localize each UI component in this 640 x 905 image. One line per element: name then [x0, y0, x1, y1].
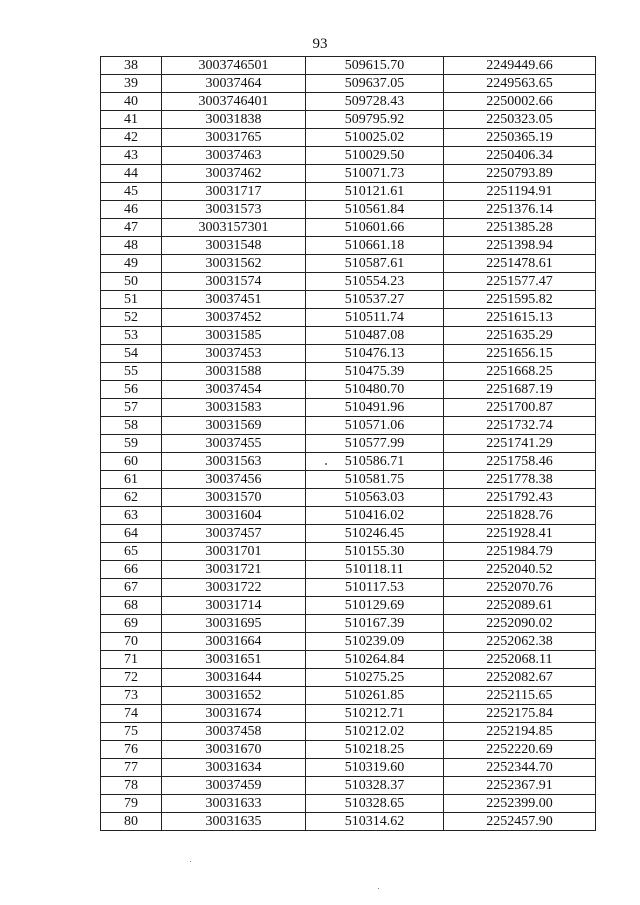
x-coordinate-cell: 510118.11 [306, 561, 444, 579]
y-coordinate-cell: 2252367.91 [444, 777, 596, 795]
point-id-cell: 30031570 [162, 489, 306, 507]
row-number-cell: 72 [101, 669, 162, 687]
x-coordinate-cell: 510218.25 [306, 741, 444, 759]
x-coordinate-cell: 510314.62 [306, 813, 444, 831]
y-coordinate-cell: 2251732.74 [444, 417, 596, 435]
point-id-cell: 30031574 [162, 273, 306, 291]
x-coordinate-cell: 510025.02 [306, 129, 444, 147]
row-number-cell: 54 [101, 345, 162, 363]
point-id-cell: 30037458 [162, 723, 306, 741]
row-number-cell: 56 [101, 381, 162, 399]
x-coordinate-cell: 510601.66 [306, 219, 444, 237]
stray-mark [190, 861, 191, 862]
row-number-cell: 71 [101, 651, 162, 669]
table-row [101, 651, 596, 669]
point-id-cell: 30037457 [162, 525, 306, 543]
point-id-cell: 30037455 [162, 435, 306, 453]
point-id-cell: 30031644 [162, 669, 306, 687]
point-id-cell: 30031670 [162, 741, 306, 759]
y-coordinate-cell: 2252175.84 [444, 705, 596, 723]
point-id-cell: 30031633 [162, 795, 306, 813]
x-coordinate-cell: 510167.39 [306, 615, 444, 633]
y-coordinate-cell: 2251741.29 [444, 435, 596, 453]
y-coordinate-cell: 2251376.14 [444, 201, 596, 219]
x-coordinate-cell: 509637.05 [306, 75, 444, 93]
row-number-cell: 73 [101, 687, 162, 705]
point-id-cell: 30031548 [162, 237, 306, 255]
x-coordinate-cell: 510239.09 [306, 633, 444, 651]
table-row [101, 75, 596, 93]
point-id-cell: 30031635 [162, 813, 306, 831]
row-number-cell: 66 [101, 561, 162, 579]
row-number-cell: 68 [101, 597, 162, 615]
row-number-cell: 50 [101, 273, 162, 291]
x-coordinate-cell: 509728.43 [306, 93, 444, 111]
table-row [101, 705, 596, 723]
row-number-cell: 41 [101, 111, 162, 129]
y-coordinate-cell: 2251385.28 [444, 219, 596, 237]
point-id-cell: 30031722 [162, 579, 306, 597]
point-id-cell: 3003746401 [162, 93, 306, 111]
x-coordinate-cell: 510275.25 [306, 669, 444, 687]
row-number-cell: 80 [101, 813, 162, 831]
row-number-cell: 40 [101, 93, 162, 111]
row-number-cell: 53 [101, 327, 162, 345]
point-id-cell: 30037462 [162, 165, 306, 183]
x-coordinate-cell: 510129.69 [306, 597, 444, 615]
row-number-cell: 63 [101, 507, 162, 525]
table-row [101, 687, 596, 705]
x-coordinate-cell: 510661.18 [306, 237, 444, 255]
y-coordinate-cell: 2251792.43 [444, 489, 596, 507]
x-coordinate-cell: 510487.08 [306, 327, 444, 345]
x-coordinate-cell: 510328.37 [306, 777, 444, 795]
y-coordinate-cell: 2252457.90 [444, 813, 596, 831]
row-number-cell: 45 [101, 183, 162, 201]
point-id-cell: 30031573 [162, 201, 306, 219]
point-id-cell: 30031714 [162, 597, 306, 615]
row-number-cell: 59 [101, 435, 162, 453]
x-coordinate-cell: 510491.96 [306, 399, 444, 417]
x-coordinate-cell: 510212.02 [306, 723, 444, 741]
y-coordinate-cell: 2251398.94 [444, 237, 596, 255]
x-coordinate-cell: 510577.99 [306, 435, 444, 453]
table-row [101, 543, 596, 561]
table-row [101, 201, 596, 219]
y-coordinate-cell: 2251595.82 [444, 291, 596, 309]
row-number-cell: 58 [101, 417, 162, 435]
point-id-cell: 30031717 [162, 183, 306, 201]
table-row [101, 417, 596, 435]
point-id-cell: 30031634 [162, 759, 306, 777]
row-number-cell: 49 [101, 255, 162, 273]
y-coordinate-cell: 2249449.66 [444, 57, 596, 75]
x-coordinate-cell: 510511.74 [306, 309, 444, 327]
y-coordinate-cell: 2252115.65 [444, 687, 596, 705]
y-coordinate-cell: 2251928.41 [444, 525, 596, 543]
row-number-cell: 62 [101, 489, 162, 507]
point-id-cell: 30031765 [162, 129, 306, 147]
point-id-cell: 30031695 [162, 615, 306, 633]
x-coordinate-cell: 510246.45 [306, 525, 444, 543]
x-coordinate-cell: 510416.02 [306, 507, 444, 525]
table-row [101, 759, 596, 777]
row-number-cell: 60 [101, 453, 162, 471]
point-id-cell: 30037454 [162, 381, 306, 399]
row-number-cell: 61 [101, 471, 162, 489]
point-id-cell: 30031701 [162, 543, 306, 561]
row-number-cell: 43 [101, 147, 162, 165]
y-coordinate-cell: 2251668.25 [444, 363, 596, 381]
x-coordinate-cell: 509615.70 [306, 57, 444, 75]
point-id-cell: 30031583 [162, 399, 306, 417]
table-row [101, 363, 596, 381]
y-coordinate-cell: 2251194.91 [444, 183, 596, 201]
row-number-cell: 51 [101, 291, 162, 309]
point-id-cell: 30031588 [162, 363, 306, 381]
y-coordinate-cell: 2252070.76 [444, 579, 596, 597]
table-row [101, 129, 596, 147]
table-row [101, 219, 596, 237]
table-row [101, 273, 596, 291]
table-row [101, 111, 596, 129]
x-coordinate-cell: 510475.39 [306, 363, 444, 381]
x-coordinate-cell: 510571.06 [306, 417, 444, 435]
y-coordinate-cell: 2251687.19 [444, 381, 596, 399]
y-coordinate-cell: 2251828.76 [444, 507, 596, 525]
table-row [101, 345, 596, 363]
row-number-cell: 75 [101, 723, 162, 741]
x-coordinate-cell: 510261.85 [306, 687, 444, 705]
table-row [101, 777, 596, 795]
x-coordinate-cell: 510029.50 [306, 147, 444, 165]
x-coordinate-cell: 510480.70 [306, 381, 444, 399]
table-row [101, 309, 596, 327]
y-coordinate-cell: 2251656.15 [444, 345, 596, 363]
row-number-cell: 47 [101, 219, 162, 237]
y-coordinate-cell: 2252194.85 [444, 723, 596, 741]
table-row [101, 669, 596, 687]
y-coordinate-cell: 2252220.69 [444, 741, 596, 759]
x-coordinate-cell: 510071.73 [306, 165, 444, 183]
table-row [101, 615, 596, 633]
y-coordinate-cell: 2252089.61 [444, 597, 596, 615]
point-id-cell: 30037451 [162, 291, 306, 309]
y-coordinate-cell: 2250002.66 [444, 93, 596, 111]
point-id-cell: 30031674 [162, 705, 306, 723]
table-row [101, 741, 596, 759]
point-id-cell: 30031604 [162, 507, 306, 525]
stray-mark [325, 463, 327, 465]
y-coordinate-cell: 2252040.52 [444, 561, 596, 579]
point-id-cell: 30031569 [162, 417, 306, 435]
y-coordinate-cell: 2252344.70 [444, 759, 596, 777]
table-row [101, 813, 596, 831]
x-coordinate-cell: 510155.30 [306, 543, 444, 561]
y-coordinate-cell: 2250323.05 [444, 111, 596, 129]
y-coordinate-cell: 2251615.13 [444, 309, 596, 327]
point-id-cell: 30037463 [162, 147, 306, 165]
point-id-cell: 30031721 [162, 561, 306, 579]
table-row [101, 525, 596, 543]
point-id-cell: 30037452 [162, 309, 306, 327]
point-id-cell: 30031563 [162, 453, 306, 471]
x-coordinate-cell: 510586.71 [306, 453, 444, 471]
x-coordinate-cell: 510476.13 [306, 345, 444, 363]
table-row [101, 399, 596, 417]
y-coordinate-cell: 2252090.02 [444, 615, 596, 633]
point-id-cell: 30031651 [162, 651, 306, 669]
point-id-cell: 30031562 [162, 255, 306, 273]
point-id-cell: 30031664 [162, 633, 306, 651]
table-row [101, 183, 596, 201]
y-coordinate-cell: 2250406.34 [444, 147, 596, 165]
row-number-cell: 38 [101, 57, 162, 75]
table-row [101, 327, 596, 345]
table-row [101, 795, 596, 813]
row-number-cell: 42 [101, 129, 162, 147]
point-id-cell: 30031838 [162, 111, 306, 129]
table-row [101, 579, 596, 597]
y-coordinate-cell: 2251778.38 [444, 471, 596, 489]
y-coordinate-cell: 2252062.38 [444, 633, 596, 651]
row-number-cell: 64 [101, 525, 162, 543]
y-coordinate-cell: 2252068.11 [444, 651, 596, 669]
row-number-cell: 55 [101, 363, 162, 381]
point-id-cell: 30031652 [162, 687, 306, 705]
point-id-cell: 30037453 [162, 345, 306, 363]
y-coordinate-cell: 2251700.87 [444, 399, 596, 417]
table-row [101, 507, 596, 525]
point-id-cell: 3003746501 [162, 57, 306, 75]
page-number: 93 [312, 36, 328, 52]
row-number-cell: 44 [101, 165, 162, 183]
table-row [101, 291, 596, 309]
row-number-cell: 78 [101, 777, 162, 795]
stray-mark [378, 888, 379, 889]
x-coordinate-cell: 510563.03 [306, 489, 444, 507]
y-coordinate-cell: 2251635.29 [444, 327, 596, 345]
point-id-cell: 30037459 [162, 777, 306, 795]
x-coordinate-cell: 510537.27 [306, 291, 444, 309]
x-coordinate-cell: 510121.61 [306, 183, 444, 201]
x-coordinate-cell: 510581.75 [306, 471, 444, 489]
row-number-cell: 74 [101, 705, 162, 723]
x-coordinate-cell: 510561.84 [306, 201, 444, 219]
y-coordinate-cell: 2251478.61 [444, 255, 596, 273]
x-coordinate-cell: 510328.65 [306, 795, 444, 813]
point-id-cell: 30037464 [162, 75, 306, 93]
x-coordinate-cell: 509795.92 [306, 111, 444, 129]
row-number-cell: 70 [101, 633, 162, 651]
table-row [101, 471, 596, 489]
y-coordinate-cell: 2251577.47 [444, 273, 596, 291]
table-row [101, 435, 596, 453]
y-coordinate-cell: 2251758.46 [444, 453, 596, 471]
row-number-cell: 79 [101, 795, 162, 813]
table-row [101, 633, 596, 651]
y-coordinate-cell: 2252399.00 [444, 795, 596, 813]
point-id-cell: 30037456 [162, 471, 306, 489]
row-number-cell: 46 [101, 201, 162, 219]
point-id-cell: 30031585 [162, 327, 306, 345]
row-number-cell: 39 [101, 75, 162, 93]
x-coordinate-cell: 510264.84 [306, 651, 444, 669]
x-coordinate-cell: 510117.53 [306, 579, 444, 597]
row-number-cell: 67 [101, 579, 162, 597]
table-row [101, 561, 596, 579]
x-coordinate-cell: 510212.71 [306, 705, 444, 723]
y-coordinate-cell: 2251984.79 [444, 543, 596, 561]
table-row [101, 255, 596, 273]
table-row [101, 723, 596, 741]
row-number-cell: 57 [101, 399, 162, 417]
table-row [101, 237, 596, 255]
x-coordinate-cell: 510554.23 [306, 273, 444, 291]
y-coordinate-cell: 2249563.65 [444, 75, 596, 93]
coordinates-table-body [101, 57, 596, 831]
table-row [101, 489, 596, 507]
table-row [101, 381, 596, 399]
table-row [101, 93, 596, 111]
row-number-cell: 52 [101, 309, 162, 327]
y-coordinate-cell: 2250365.19 [444, 129, 596, 147]
table-row [101, 147, 596, 165]
row-number-cell: 65 [101, 543, 162, 561]
coordinates-table [100, 56, 596, 831]
x-coordinate-cell: 510319.60 [306, 759, 444, 777]
y-coordinate-cell: 2250793.89 [444, 165, 596, 183]
point-id-cell: 3003157301 [162, 219, 306, 237]
row-number-cell: 77 [101, 759, 162, 777]
row-number-cell: 76 [101, 741, 162, 759]
table-row [101, 597, 596, 615]
row-number-cell: 69 [101, 615, 162, 633]
x-coordinate-cell: 510587.61 [306, 255, 444, 273]
table-row [101, 165, 596, 183]
table-row [101, 453, 596, 471]
row-number-cell: 48 [101, 237, 162, 255]
table-row [101, 57, 596, 75]
y-coordinate-cell: 2252082.67 [444, 669, 596, 687]
